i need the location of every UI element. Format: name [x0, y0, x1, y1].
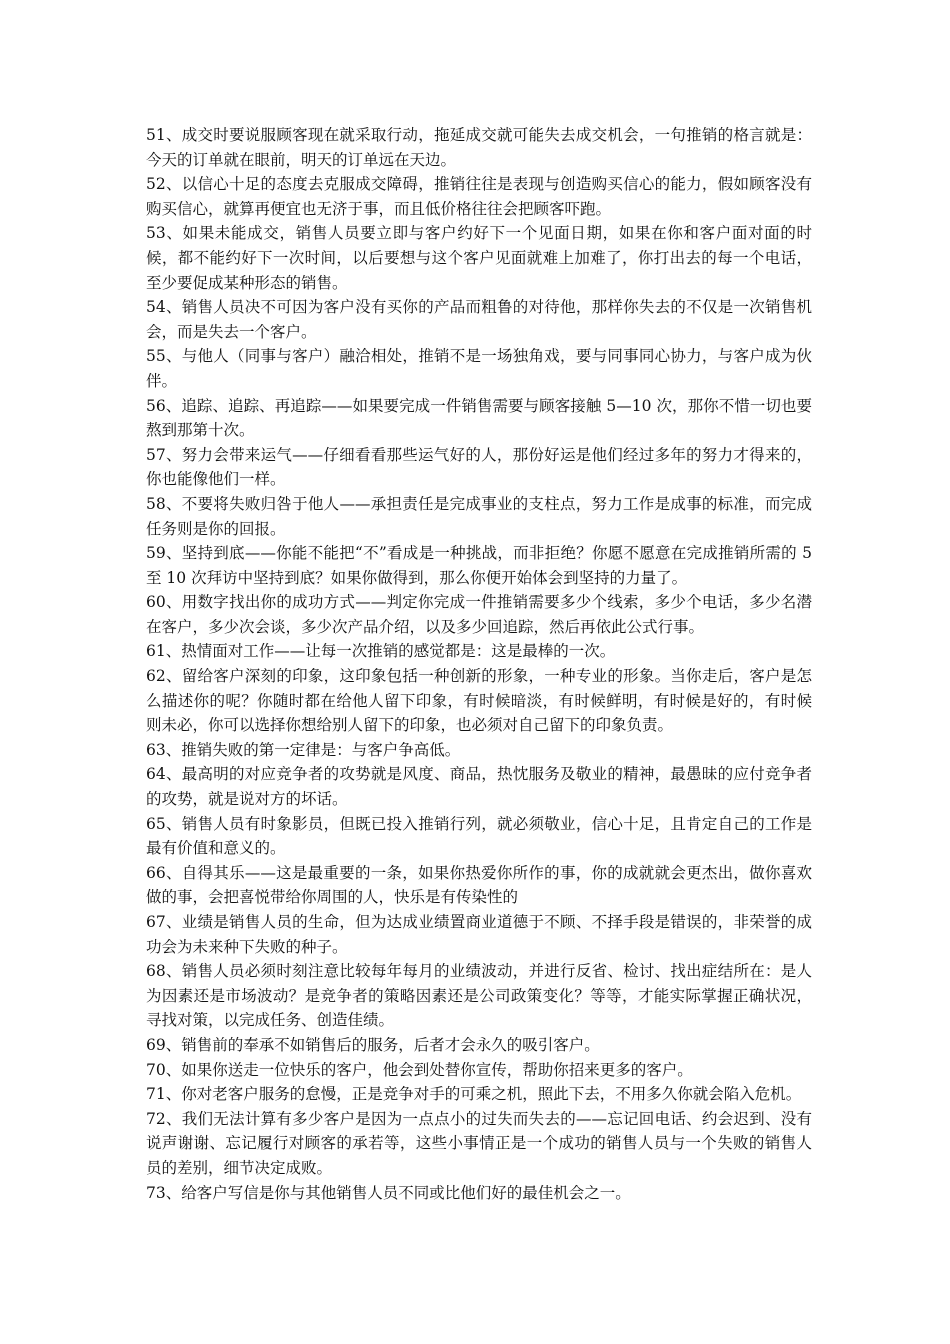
paragraph-70: 70、如果你送走一位快乐的客户，他会到处替你宣传，帮助你招来更多的客户。 — [146, 1060, 693, 1079]
paragraph-53: 53、如果未能成交，销售人员要立即与客户约好下一个见面日期，如果在你和客户面对面的时候，都不能约好下一次时间，以后要想与这个客户见面就难上加难了，你打出去的每一个电话，至少要促成某种形态的销售。 — [146, 224, 812, 292]
paragraph-65: 65、销售人员有时象影员，但既已投入推销行列，就必须敬业，信心十足，且肯定自己的工作是最有价值和意义的。 — [146, 814, 812, 858]
paragraph-60: 60、用数字找出你的成功方式——判定你完成一件推销需要多少个线索，多少个电话，多少名潜在客户，多少次会谈，多少次产品介绍，以及多少回追踪，然后再依此公式行事。 — [146, 593, 812, 636]
paragraph-64: 64、最高明的对应竞争者的攻势就是风度、商品，热忱服务及敬业的精神，最愚昧的应付竞争者的攻势，就是说对方的坏话。 — [146, 765, 812, 809]
paragraph-51: 51、成交时要说服顾客现在就采取行动，拖延成交就可能失去成交机会，一句推销的格言就是：今天的订单就在眼前，明天的订单远在天边。 — [146, 126, 812, 169]
paragraph-67: 67、业绩是销售人员的生命，但为达成业绩置商业道德于不顾、不择手段是错误的，非荣誉的成功会为未来种下失败的种子。 — [146, 913, 812, 956]
paragraph-62: 62、留给客户深刻的印象，这印象包括一种创新的形象，一种专业的形象。当你走后，客户是怎么描述你的呢？你随时都在给他人留下印象，有时候暗淡，有时候鲜明，有时候是好的，有时候则未必，你可以选择你想给别人留下的印象，也必须对自己留下的印象负责。 — [146, 667, 812, 735]
paragraph-73: 73、给客户写信是你与其他销售人员不同或比他们好的最佳机会之一。 — [146, 1183, 631, 1202]
paragraph-72: 72、我们无法计算有多少客户是因为一点点小的过失而失去的——忘记回电话、约会迟到、没有说声谢谢、忘记履行对顾客的承若等，这些小事情正是一个成功的销售人员与一个失败的销售人员的差别，细节决定成败。 — [146, 1109, 812, 1177]
paragraph-61: 61、热情面对工作——让每一次推销的感觉都是：这是最棒的一次。 — [146, 642, 616, 661]
paragraph-54: 54、销售人员决不可因为客户没有买你的产品而粗鲁的对待他，那样你失去的不仅是一次销售机会，而是失去一个客户。 — [146, 298, 812, 341]
paragraph-55: 55、与他人（同事与客户）融洽相处，推销不是一场独角戏，要与同事同心协力，与客户成为伙伴。 — [146, 347, 812, 390]
paragraph-59: 59、坚持到底——你能不能把“不”看成是一种挑战，而非拒绝？你愿不愿意在完成推销所需的 5 至 10 次拜访中坚持到底？如果你做得到，那么你便开始体会到坚持的力量了。 — [146, 544, 812, 587]
paragraph-58: 58、不要将失败归咎于他人——承担责任是完成事业的支柱点，努力工作是成事的标准，而完成任务则是你的回报。 — [146, 494, 812, 538]
paragraph-69: 69、销售前的奉承不如销售后的服务，后者才会永久的吸引客户。 — [146, 1035, 600, 1054]
document-body — [146, 123, 812, 1205]
paragraph-57: 57、努力会带来运气——仔细看看那些运气好的人，那份好运是他们经过多年的努力才得来的，你也能像他们一样。 — [146, 445, 812, 489]
paragraph-66: 66、自得其乐——这是最重要的一条，如果你热爱你所作的事，你的成就就会更杰出，做你喜欢做的事，会把喜悦带给你周围的人，快乐是有传染性的 — [146, 863, 812, 907]
paragraph-68: 68、销售人员必须时刻注意比较每年每月的业绩波动，并进行反省、检讨、找出症结所在：是人为因素还是市场波动？是竞争者的策略因素还是公司政策变化？等等，才能实际掌握正确状况，寻找对策，以完成任务、创造佳绩。 — [146, 962, 812, 1030]
paragraph-63: 63、推销失败的第一定律是：与客户争高低。 — [146, 740, 461, 759]
paragraph-56: 56、追踪、追踪、再追踪——如果要完成一件销售需要与顾客接触 5—10 次，那你不惜一切也要熬到那第十次。 — [146, 396, 812, 440]
paragraph-71: 71、你对老客户服务的怠慢，正是竞争对手的可乘之机，照此下去，不用多久你就会陷入危机。 — [146, 1085, 802, 1104]
paragraph-52: 52、以信心十足的态度去克服成交障碍，推销往往是表现与创造购买信心的能力，假如顾客没有购买信心，就算再便宜也无济于事，而且低价格往往会把顾客吓跑。 — [146, 175, 812, 218]
